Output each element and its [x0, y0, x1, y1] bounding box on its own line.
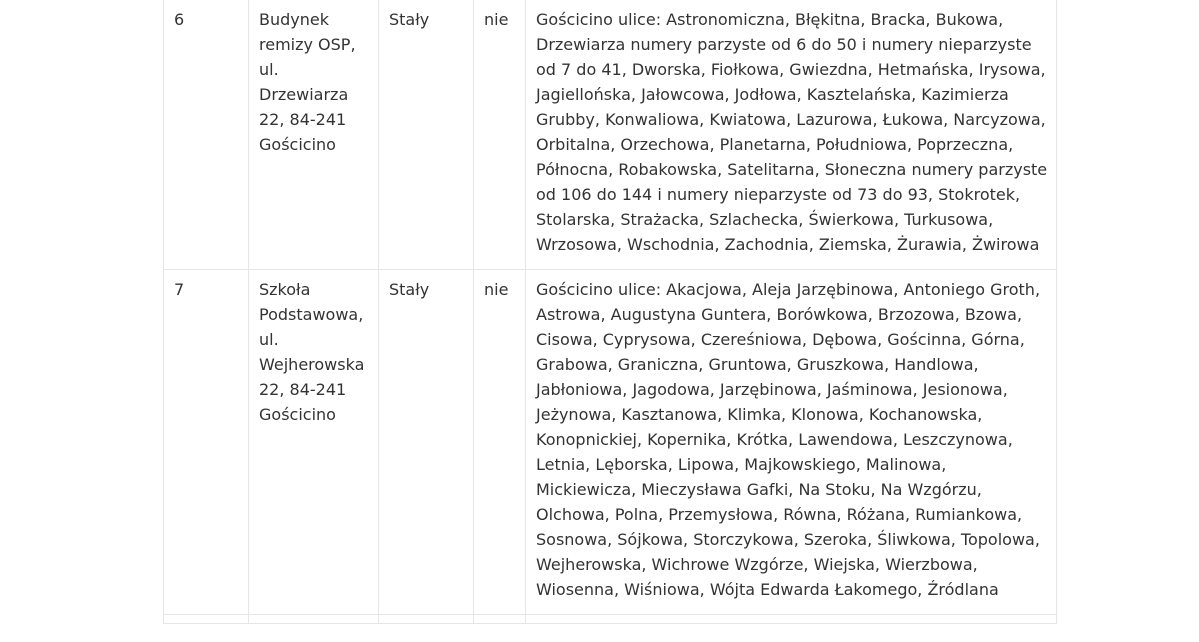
station-type: Stały: [379, 270, 474, 615]
station-location: Budynek remizy OSP, ul. Drzewiarza 22, 84-241 Gościcino: [249, 0, 379, 270]
station-number: 7: [164, 270, 249, 615]
table-cell-empty: [164, 615, 249, 624]
table-cell-empty: [474, 615, 526, 624]
table-cell-empty: [526, 615, 1057, 624]
table-row: [164, 0, 1057, 270]
station-accessible: nie: [474, 270, 526, 615]
polling-stations-table-wrapper: [163, 0, 1056, 624]
table-row-partial: [164, 615, 1057, 624]
table-cell-empty: [249, 615, 379, 624]
table-row: [164, 270, 1057, 615]
station-location: Szkoła Podstawowa, ul. Wejherowska 22, 84-241 Gościcino: [249, 270, 379, 615]
station-streets: Gościcino ulice: Akacjowa, Aleja Jarzębinowa, Antoniego Groth, Astrowa, Augustyna Guntera, Borówkowa, Brzozowa, Bzowa, Cisowa, Cyprysowa, Czereśniowa, Dębowa, Gościnna, Górna, Grabowa, Graniczna, Gruntowa, Gruszkowa, Handlowa, Jabłoniowa, Jagodowa, Jarzębinowa, Jaśminowa, Jesionowa, Jeżynowa, Kasztanowa, Klimka, Klonowa, Kochanowska, Konopnickiej, Kopernika, Krótka, Lawendowa, Leszczynowa, Letnia, Lęborska, Lipowa, Majkowskiego, Malinowa, Mickiewicza, Mieczysława Gafki, Na Stoku, Na Wzgórzu, Olchowa, Polna, Przemysłowa, Równa, Różana, Rumiankowa, Sosnowa, Sójkowa, Storczykowa, Szeroka, Śliwkowa, Topolowa, Wejherowska, Wichrowe Wzgórze, Wiejska, Wierzbowa, Wiosenna, Wiśniowa, Wójta Edwarda Łakomego, Źródlana: [526, 270, 1057, 615]
station-accessible: nie: [474, 0, 526, 270]
station-type: Stały: [379, 0, 474, 270]
station-streets: Gościcino ulice: Astronomiczna, Błękitna, Bracka, Bukowa, Drzewiarza numery parzyste od 6 do 50 i numery nieparzyste od 7 do 41, Dworska, Fiołkowa, Gwiezdna, Hetmańska, Irysowa, Jagiellońska, Jałowcowa, Jodłowa, Kasztelańska, Kazimierza Grubby, Konwaliowa, Kwiatowa, Lazurowa, Łukowa, Narcyzowa, Orbitalna, Orzechowa, Planetarna, Południowa, Poprzeczna, Północna, Robakowska, Satelitarna, Słoneczna numery parzyste od 106 do 144 i numery nieparzyste od 73 do 93, Stokrotek, Stolarska, Strażacka, Szlachecka, Świerkowa, Turkusowa, Wrzosowa, Wschodnia, Zachodnia, Ziemska, Żurawia, Żwirowa: [526, 0, 1057, 270]
table-cell-empty: [379, 615, 474, 624]
station-number: 6: [164, 0, 249, 270]
polling-stations-table: [163, 0, 1057, 624]
